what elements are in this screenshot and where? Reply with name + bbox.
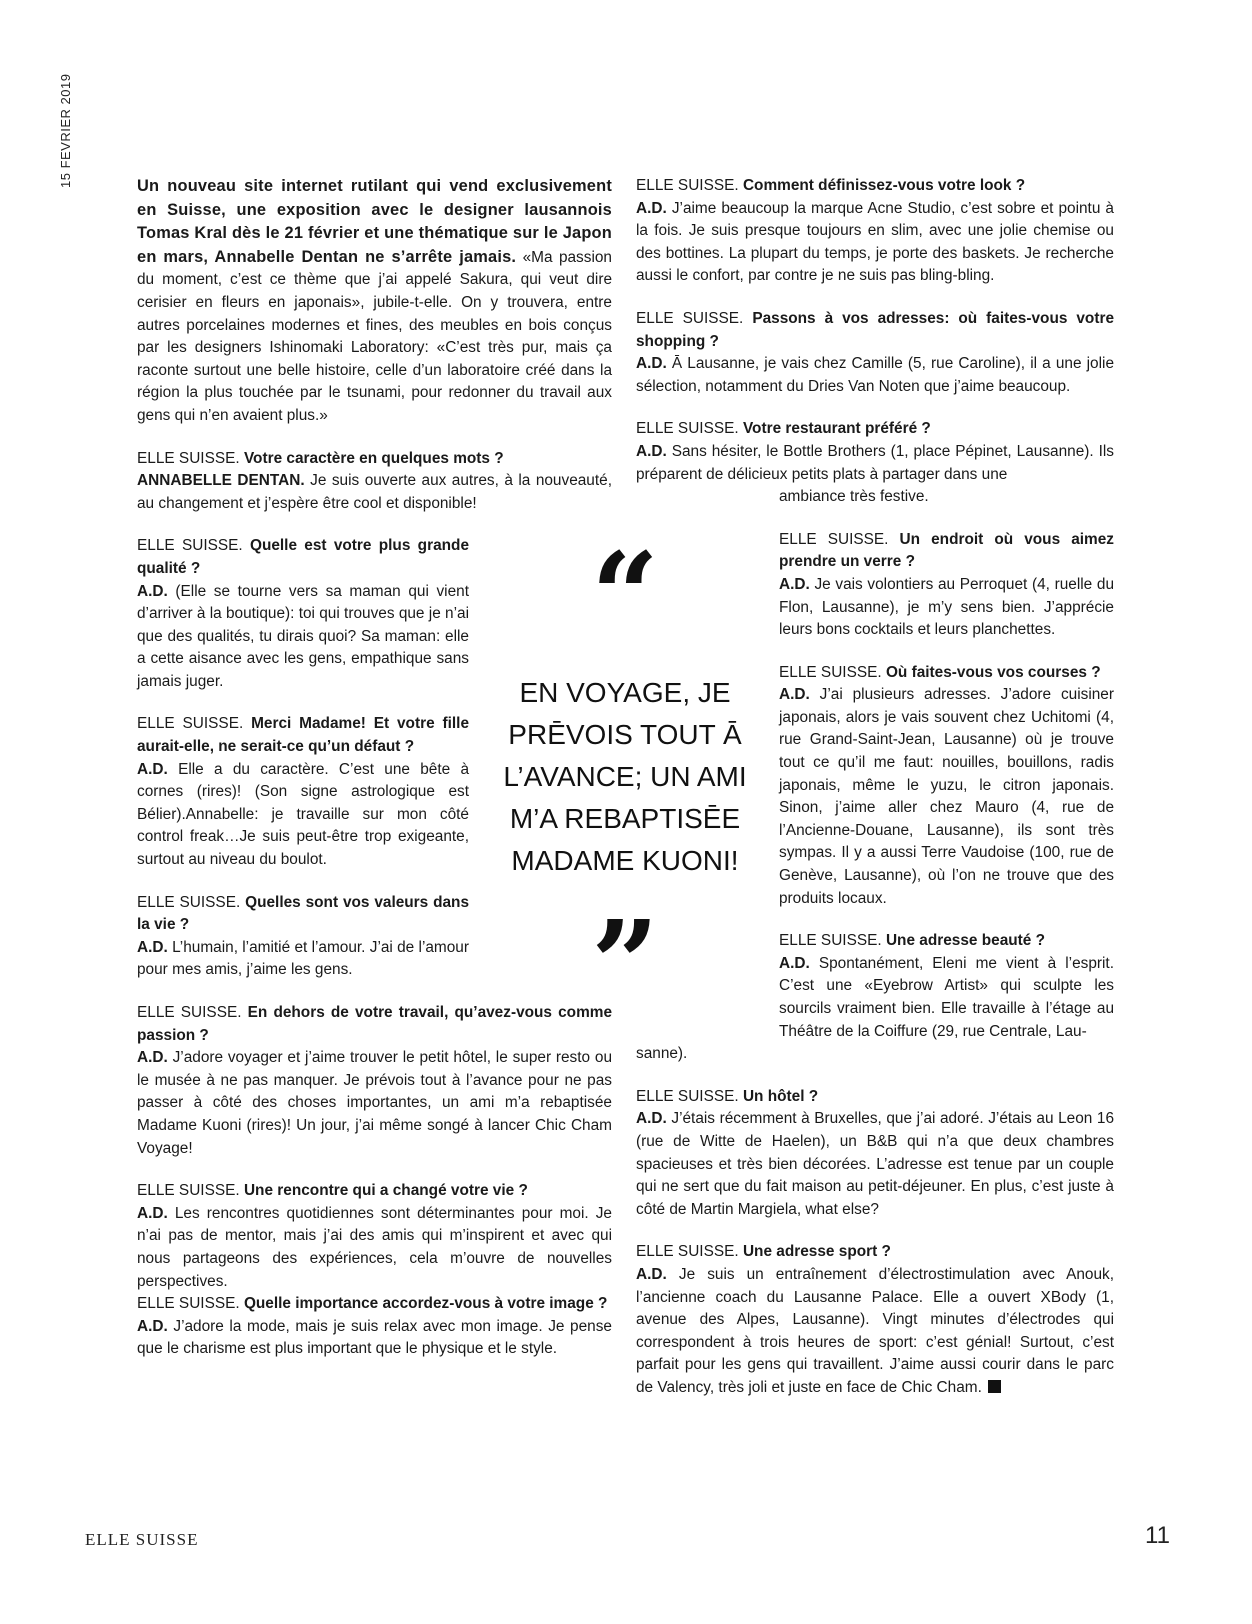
end-of-article-square-icon (988, 1380, 1001, 1393)
question: ELLE SUISSE. Quelle importance accordez-vous à votre image ? (137, 1295, 608, 1313)
intro-paragraph (137, 175, 612, 428)
question: ELLE SUISSE. Une adresse sport ? (636, 1243, 891, 1261)
answer-label: A.D. (137, 1049, 168, 1067)
question: ELLE SUISSE. Une adresse beauté ? (779, 932, 1046, 950)
answer-label: A.D. (137, 1317, 168, 1335)
question: ELLE SUISSE. Un endroit où vous aimez prendre un verre ? (779, 530, 1114, 571)
qa-item (137, 713, 469, 871)
answer: Spontanément, Eleni me vient à l’esprit. C’est une «Eyebrow Artist» qui sculpte les sourcils vraiment bien. Elle travaille à l’étage au Théâtre de la Coiffure (29, rue Centrale, Lau- (779, 954, 1114, 1040)
answer-label: A.D. (779, 686, 810, 704)
qa-item (137, 1002, 612, 1160)
qa-item (137, 448, 612, 516)
answer: Ā Lausanne, je vais chez Camille (5, rue Caroline), il a une jolie sélection, notamment du Dries Van Noten que j’aime beaucoup. (636, 355, 1115, 395)
answer-label: A.D. (636, 199, 667, 217)
qa-item (779, 529, 1114, 642)
question: ELLE SUISSE. Une rencontre qui a changé votre vie ? (137, 1182, 528, 1200)
question: ELLE SUISSE. Passons à vos adresses: où faites-vous votre shopping ? (636, 309, 1115, 350)
answer-continuation: ambiance très festive. (779, 488, 929, 506)
page-number: 11 (1145, 1522, 1170, 1549)
open-quote-icon: “ (591, 526, 659, 665)
footer-brand: ELLE SUISSE (85, 1530, 199, 1549)
answer-label: A.D. (636, 442, 667, 460)
answer: Je vais volontiers au Perroquet (4, ruelle du Flon, Lausanne), je m’y sens bien. J’apprécie leurs bons cocktails et leurs planchettes. (779, 575, 1115, 639)
qa-item (137, 892, 469, 982)
answer: Je suis ouverte aux autres, à la nouveauté, au changement et j’espère être cool et disponible! (137, 472, 612, 512)
question: ELLE SUISSE. Où faites-vous vos courses ? (779, 663, 1101, 681)
intro-lead: Un nouveau site internet rutilant qui vend exclusivement en Suisse, une exposition avec le designer lausannois Tomas Kral dès le 21 février et une thématique sur le Japon en mars, Annabelle Dentan ne s’arrête jamais. (137, 177, 612, 266)
qa-item (137, 1293, 612, 1361)
qa-item (636, 1241, 1114, 1399)
answer-label: A.D. (137, 1204, 168, 1222)
answer-continuation: sanne). (636, 1045, 688, 1063)
answer: J’étais récemment à Bruxelles, que j’ai adoré. J’étais au Leon 16 (rue de Witte de Haelen), un B&B qui n’a que deux chambres spacieuses et très bien décorées. L’adresse est tenue par un couple qui ne sert que du fait maison au petit-déjeuner. En plus, c’est juste à côté de Martin Margiela, what else? (636, 1110, 1115, 1218)
qa-item (137, 1180, 612, 1293)
article-column-right (636, 175, 1114, 1400)
answer-label: ANNABELLE DENTAN. (137, 472, 305, 490)
answer-label: A.D. (636, 1110, 667, 1128)
answer-label: A.D. (636, 1265, 667, 1283)
intro-body: «Ma passion du moment, c’est ce thème que j’ai appelé Sakura, qui veut dire cerisier en fleurs en japonais», jubile-t-elle. On y trouvera, entre autres porcelaines modernes et fines, des meubles en bois conçus par les designers Ishinomaki Laboratory: «C’est très pur, mais ça raconte surtout une belle histoire, celle d’un laboratoire créé dans la région la plus touchée par le tsunami, pour redonner du travail aux gens qui n’en avaient plus.» (137, 248, 612, 424)
qa-item (636, 1086, 1114, 1222)
answer: J’adore voyager et j’aime trouver le petit hôtel, le super resto ou le musée à ne pas manquer. Je prévois tout à l’avance pour ne pas passer à côté des choses importantes, un ami m’a rebaptisée Madame Kuoni (rires)! Un jour, j’ai même songé à lancer Chic Cham Voyage! (137, 1049, 612, 1157)
answer-label: A.D. (137, 938, 168, 956)
answer: J’ai plusieurs adresses. J’adore cuisiner japonais, alors je vais souvent chez Uchitomi (4, rue Grand-Saint-Jean, Lausanne) où je trouve tout ce qu’il me faut: nouilles, bouillons, radis japonais, même le yuzu, le citron japonais. Sinon, j’aime aller chez Mauro (4, rue de l’Ancienne-Douane, Lausanne), ils sont très sympas. Il y a aussi Terre Vaudoise (100, rue de Genève, Lausanne), où l’on ne trouve que des produits locaux. (779, 686, 1114, 907)
qa-item (137, 535, 469, 693)
qa-item (779, 662, 1114, 911)
question: ELLE SUISSE. Quelles sont vos valeurs dans la vie ? (137, 893, 470, 934)
answer-label: A.D. (137, 582, 168, 600)
answer: (Elle se tourne vers sa maman qui vient d’arriver à la boutique): toi qui trouves que je n’ai que des qualités, tu dirais quoi? Sa maman: elle a cette aisance avec les gens, empathique sans jamais juger. (137, 582, 469, 690)
question: ELLE SUISSE. Votre restaurant préféré ? (636, 420, 931, 438)
question: ELLE SUISSE. Un hôtel ? (636, 1087, 819, 1105)
answer: Les rencontres quotidiennes sont déterminantes pour moi. Je n’ai pas de mentor, mais j’ai des amis qui m’inspirent et avec qui nous partageons des expériences, cela m’ouvre de nouvelles perspectives. (137, 1204, 612, 1290)
issue-date: 15 FEVRIER 2019 (58, 73, 73, 188)
question: ELLE SUISSE. Merci Madame! Et votre fille aurait-elle, ne serait-ce qu’un défaut ? (137, 715, 470, 756)
question: ELLE SUISSE. En dehors de votre travail, qu’avez-vous comme passion ? (137, 1004, 613, 1044)
question: ELLE SUISSE. Comment définissez-vous votre look ? (636, 177, 1026, 194)
qa-item (636, 418, 1114, 508)
answer: Sans hésiter, le Bottle Brothers (1, place Pépinet, Lausanne). Ils préparent de délicieux petits plats à partager dans une (636, 442, 1114, 483)
answer-label: A.D. (779, 954, 810, 972)
answer-label: A.D. (779, 575, 810, 593)
answer-label: A.D. (137, 760, 168, 778)
qa-item (636, 175, 1114, 288)
answer: J’adore la mode, mais je suis relax avec mon image. Je pense que le charisme est plus important que le physique et le style. (137, 1317, 612, 1358)
qa-item (779, 930, 1114, 1043)
answer-label: A.D. (636, 355, 667, 373)
pull-quote-text: EN VOYAGE, JE PRĒVOIS TOUT Ā L’AVANCE; UN AMI M’A REBAPTISĒE MADAME KUONI! (503, 677, 747, 876)
answer: L’humain, l’amitié et l’amour. J’ai de l’amour pour mes amis, j’aime les gens. (137, 938, 469, 979)
answer: Elle a du caractère. C’est une bête à cornes (rires)! (Son signe astrologique est Bélier).Annabelle: je travaille sur mon côté control freak…Je suis peut-être trop exigeante, surtout au niveau du boulot. (137, 760, 470, 869)
question: ELLE SUISSE. Quelle est votre plus grande qualité ? (137, 537, 469, 577)
answer: J’aime beaucoup la marque Acne Studio, c’est sobre et pointu à la fois. Je suis presque toujours en slim, avec une jolie chemise ou des bottines. La plupart du temps, je porte des baskets. Je recherche aussi le confort, par contre je ne suis pas bling-bling. (636, 199, 1114, 285)
close-quote-icon: ” (591, 894, 659, 1033)
answer: Je suis un entraînement d’électrostimulation avec Anouk, l’ancienne coach du Lausanne Palace. Elle a ouvert XBody (1, avenue des Alpes, Lausanne). Vingt minutes d’électrodes qui correspondent à trois heures de sport: c’est génial! Surtout, c’est parfait pour les gens qui travaillent. J’aime aussi courir dans le parc de Valency, très joli et juste en face de Chic Cham. (636, 1265, 1115, 1396)
question: ELLE SUISSE. Votre caractère en quelques mots ? (137, 449, 504, 467)
qa-item (636, 308, 1114, 398)
